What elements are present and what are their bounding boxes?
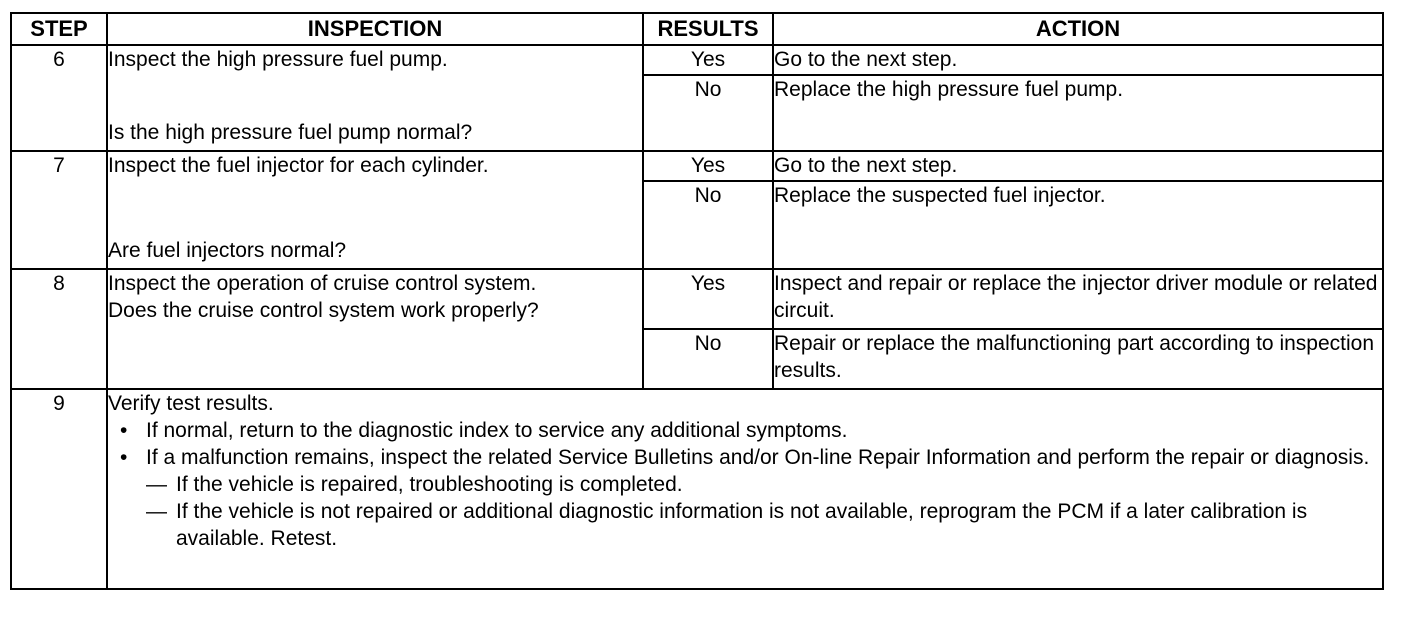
step-number: 7 [11, 151, 107, 269]
table-row [11, 45, 1383, 75]
inspection-text: Inspect the fuel injector for each cylinder. [108, 154, 489, 177]
action-text: Replace the suspected fuel injector. [773, 181, 1383, 269]
result-no: No [643, 181, 773, 269]
dash-item: — If the vehicle is repaired, troubleshooting is completed. [108, 471, 1382, 498]
header-row [11, 13, 1383, 45]
table-row [11, 151, 1383, 181]
inspection-text: Inspect the operation of cruise control system. [108, 272, 537, 295]
step-number: 9 [11, 389, 107, 589]
action-text: Go to the next step. [773, 151, 1383, 181]
verify-bullet-list [108, 417, 1382, 471]
action-text: Replace the high pressure fuel pump. [773, 75, 1383, 151]
action-text: Repair or replace the malfunctioning part according to inspection results. [773, 329, 1383, 389]
verify-intro: Verify test results. [108, 392, 274, 415]
inspection-cell [107, 45, 643, 151]
diagnostic-table [10, 12, 1384, 590]
dash-item: — If the vehicle is not repaired or additional diagnostic information is not available, reprogram the PCM if a later calibration is available. Retest. [108, 498, 1382, 552]
verify-dash-list [108, 471, 1382, 552]
table-row [11, 269, 1383, 329]
inspection-text: Inspect the high pressure fuel pump. [108, 48, 448, 71]
action-text: Inspect and repair or replace the injector driver module or related circuit. [773, 269, 1383, 329]
inspection-question: Is the high pressure fuel pump normal? [108, 121, 473, 144]
bullet-item: • If normal, return to the diagnostic index to service any additional symptoms. [108, 417, 1382, 444]
action-text: Go to the next step. [773, 45, 1383, 75]
bullet-item: • If a malfunction remains, inspect the related Service Bulletins and/or On-line Repair Information and perform the repair or diagnosis. [108, 444, 1382, 471]
inspection-cell [107, 151, 643, 269]
inspection-question: Are fuel injectors normal? [108, 239, 347, 262]
header-action: ACTION [773, 13, 1383, 45]
inspection-question: Does the cruise control system work properly? [108, 299, 539, 322]
result-no: No [643, 329, 773, 389]
result-yes: Yes [643, 151, 773, 181]
result-yes: Yes [643, 45, 773, 75]
header-results: RESULTS [643, 13, 773, 45]
result-yes: Yes [643, 269, 773, 329]
step-number: 8 [11, 269, 107, 389]
table-row [11, 389, 1383, 589]
step-number: 6 [11, 45, 107, 151]
header-inspection: INSPECTION [107, 13, 643, 45]
verify-cell [107, 389, 1383, 589]
header-step: STEP [11, 13, 107, 45]
result-no: No [643, 75, 773, 151]
inspection-cell [107, 269, 643, 389]
